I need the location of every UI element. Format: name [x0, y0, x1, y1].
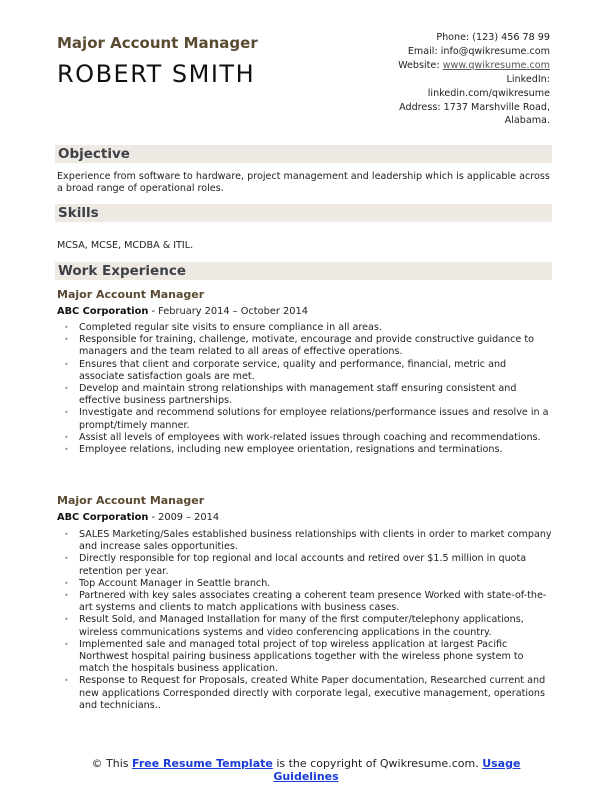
- job-bullets: [57, 322, 554, 456]
- linkedin: linkedin.com/qwikresume: [427, 87, 550, 99]
- phone: Phone: (123) 456 78 99: [436, 32, 550, 43]
- list-item: • Response to Request for Proposals, created White Paper documentation, Researched current and new applications Corresponded directly with corporate legal, executive management, operations and technicians..: [57, 675, 554, 712]
- website-label: Website:: [398, 59, 443, 71]
- dates: - February 2014 – October 2014: [148, 306, 308, 317]
- linkedin-label: LinkedIn:: [506, 73, 550, 85]
- address-line-2: Alabama.: [504, 115, 550, 127]
- email: Email: info@qwikresume.com: [407, 45, 550, 57]
- website-link[interactable]: www.qwikresume.com: [442, 59, 550, 71]
- list-item: • Investigate and recommend solutions for employee relations/performance issues and resolve in a prompt/timely manner.: [57, 407, 554, 431]
- job-company-dates: [57, 306, 308, 317]
- dates: - 2009 – 2014: [148, 512, 220, 523]
- list-item: • Partnered with key sales associates creating a coherent team presence Worked with state-of-the-art systems and clients to match applications with business cases.: [57, 590, 554, 614]
- work-experience-heading: Work Experience: [55, 262, 552, 280]
- candidate-name: ROBERT SMITH: [57, 60, 256, 88]
- list-item: • Ensures that client and corporate service, quality and performance, financial, metric and associate satisfaction goals are met.: [57, 359, 554, 383]
- list-item: • Assist all levels of employees with work-related issues through coaching and recommendations.: [57, 432, 554, 444]
- skills-text: MCSA, MCSE, MCDBA & ITIL.: [57, 240, 194, 251]
- list-item: • Implemented sale and managed total project of top wireless application at largest Pacific Northwest hospital pairing business applications together with the wireless phone system to match the hospitals business application.: [57, 639, 554, 676]
- list-item: • Top Account Manager in Seattle branch.: [57, 578, 554, 590]
- objective-text: Experience from software to hardware, project management and leadership which is applicable across a broad range of operational roles.: [57, 171, 550, 194]
- job-company-dates: [57, 512, 219, 523]
- skills-heading: Skills: [55, 204, 552, 222]
- list-item: • Employee relations, including new employee orientation, resignations and terminations.: [57, 444, 554, 456]
- job-title: Major Account Manager: [57, 288, 205, 301]
- job-bullets: [57, 529, 554, 712]
- job-title: Major Account Manager: [57, 494, 205, 507]
- contact-block: [330, 31, 550, 128]
- list-item: • Directly responsible for top regional and local accounts and retired over $1.5 million in quota retention per year.: [57, 553, 554, 577]
- list-item: • Responsible for training, challenge, motivate, encourage and provide constructive guidance to managers and the team related to all areas of effective operations.: [57, 334, 554, 358]
- company: ABC Corporation: [57, 512, 149, 523]
- list-item: • Result Sold, and Managed Installation for many of the first computer/telephony applications, wireless communications systems and video conferencing applications in the country.: [57, 614, 554, 638]
- job-title: Major Account Manager: [57, 34, 258, 52]
- footer-prefix: © This: [91, 757, 133, 770]
- usage-guidelines-link[interactable]: Usage Guidelines: [273, 757, 521, 783]
- address-line-1: Address: 1737 Marshville Road,: [399, 101, 550, 113]
- free-resume-template-link[interactable]: Free Resume Template: [132, 757, 273, 770]
- company: ABC Corporation: [57, 306, 149, 317]
- list-item: • Develop and maintain strong relationships with management staff ensuring consistent and effective business partnerships.: [57, 383, 554, 407]
- list-item: • SALES Marketing/Sales established business relationships with clients in order to market company and increase sales opportunities.: [57, 529, 554, 553]
- list-item: • Completed regular site visits to ensure compliance in all areas.: [57, 322, 554, 334]
- website: [330, 59, 550, 73]
- footer: [60, 757, 552, 783]
- objective-heading: Objective: [55, 145, 552, 163]
- footer-middle: is the copyright of Qwikresume.com.: [272, 757, 483, 770]
